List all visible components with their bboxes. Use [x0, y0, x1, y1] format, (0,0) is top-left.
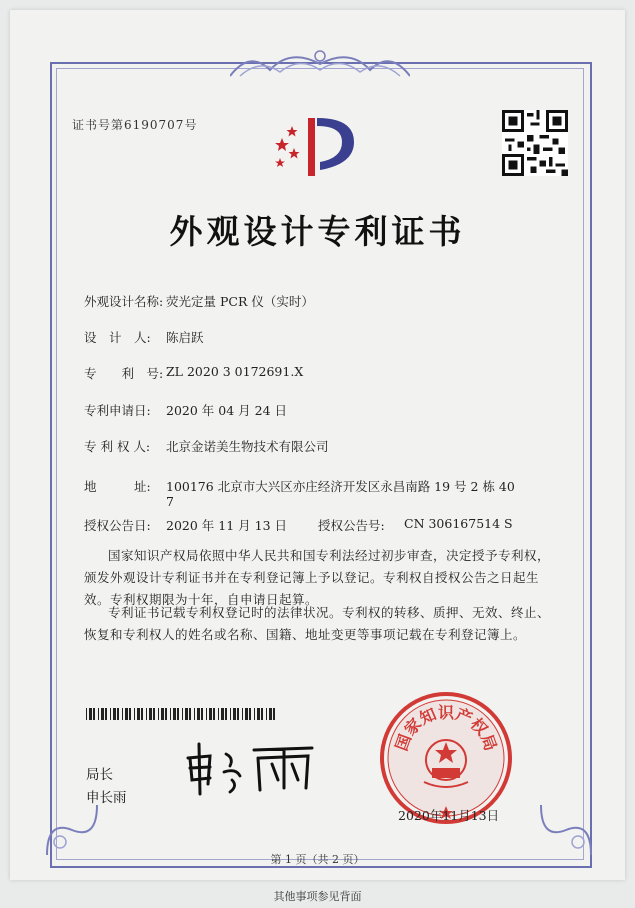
- certificate-number: 证书号第6190707号: [72, 118, 198, 132]
- barcode: [86, 708, 276, 720]
- designer: 陈启跃: [166, 330, 204, 345]
- seal-character: 产: [452, 704, 476, 729]
- address-line-2: 7: [166, 494, 174, 509]
- statement-paragraph-1: 国家知识产权局依照中华人民共和国专利法经过初步审查，决定授予专利权，颁发外观设计专利证书并在专利登记簿上予以登记。专利权自授权公告之日起生效。专利权期限为十年，自申请日起算。: [84, 548, 551, 607]
- seal-character: 知: [416, 704, 440, 729]
- footer-note: 其他事项参见背面: [273, 890, 362, 903]
- handwritten-signature: [180, 736, 330, 796]
- seal-character: 家: [400, 714, 426, 740]
- seal-date: 2020年11月13日: [398, 808, 500, 823]
- signature-name: 申长雨: [86, 790, 127, 806]
- patent-number: ZL 2020 3 0172691.X: [166, 364, 304, 379]
- designer-label: 设 计 人:: [84, 330, 151, 345]
- seal-character: 识: [437, 703, 455, 722]
- certificate-title: 外观设计专利证书: [169, 212, 466, 251]
- seal-character: 权: [466, 714, 492, 740]
- patentee: 北京金诺美生物技术有限公司: [166, 439, 329, 454]
- patentee-label: 专 利 权 人:: [84, 439, 151, 454]
- grant-date-label: 授权公告日:: [84, 518, 151, 533]
- design-name-label: 外观设计名称:: [84, 294, 164, 309]
- statement-paragraph-2: 专利证书记载专利权登记时的法律状况。专利权的转移、质押、无效、终止、恢复和专利权人的姓名或名称、国籍、地址变更等事项记载在专利登记簿上。: [84, 605, 551, 642]
- qr-code: [502, 110, 568, 176]
- grant-number: CN 306167514 S: [404, 516, 513, 531]
- design-name: 荧光定量 PCR 仪（实时）: [166, 294, 314, 309]
- address-line-1: 100176 北京市大兴区亦庄经济开发区永昌南路 19 号 2 栋 40: [166, 479, 515, 494]
- filing-date-label: 专利申请日:: [84, 403, 151, 418]
- signature-title: 局长: [86, 767, 113, 783]
- seal-character: 局: [477, 731, 501, 754]
- cnipa-logo: [268, 108, 364, 180]
- grant-number-label: 授权公告号:: [318, 518, 385, 533]
- page-number: 第 1 页（共 2 页）: [270, 853, 365, 866]
- seal-character: 国: [391, 731, 415, 754]
- top-ornament: [230, 46, 410, 80]
- address-label: 地 址:: [84, 479, 151, 494]
- grant-date: 2020 年 11 月 13 日: [166, 518, 287, 533]
- filing-date: 2020 年 04 月 24 日: [166, 403, 287, 418]
- patent-number-label: 专 利 号:: [84, 366, 164, 381]
